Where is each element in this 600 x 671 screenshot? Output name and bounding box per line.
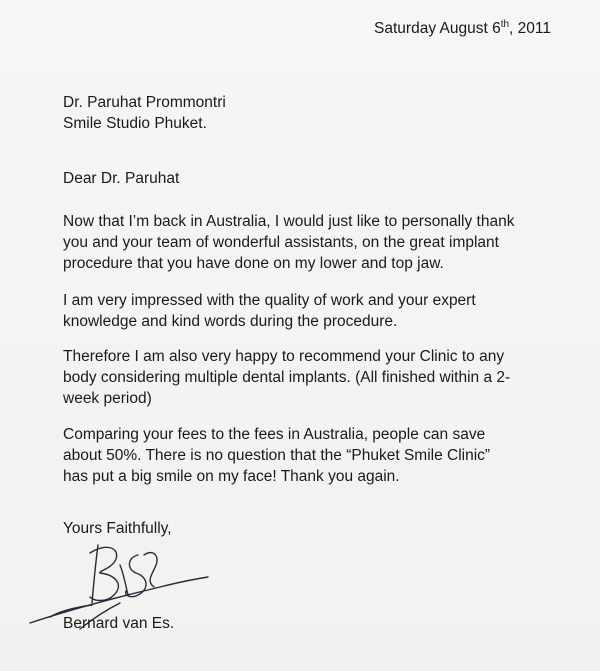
paragraph-4 — [63, 424, 563, 487]
paragraph-line: Comparing your fees to the fees in Australia, people can save — [63, 426, 486, 443]
recipient-name: Dr. Paruhat Prommontri — [63, 94, 226, 111]
recipient-block — [63, 92, 226, 134]
recipient-company: Smile Studio Phuket. — [63, 115, 207, 132]
date-suffix: th — [500, 18, 510, 30]
paragraph-line: about 50%. There is no question that the “Phuket Smile Clinic” — [63, 447, 491, 464]
paragraph-line: week period) — [63, 390, 152, 407]
paragraph-line: Now that I’m back in Australia, I would just like to personally thank — [63, 213, 515, 230]
paragraph-line: Therefore I am also very happy to recommend your Clinic to any — [63, 348, 505, 365]
date-main: Saturday August 6 — [374, 20, 501, 37]
paragraph-line: knowledge and kind words during the procedure. — [63, 313, 398, 330]
paragraph-line: body considering multiple dental implants. (All finished within a 2- — [63, 369, 511, 386]
paragraph-line: has put a big smile on my face! Thank you again. — [63, 468, 400, 485]
paragraph-2 — [63, 290, 563, 332]
paragraph-line: procedure that you have done on my lower and top jaw. — [63, 255, 444, 272]
paragraph-1 — [63, 211, 563, 274]
paragraph-line: I am very impressed with the quality of work and your expert — [63, 292, 476, 309]
salutation: Dear Dr. Paruhat — [63, 170, 180, 187]
date-year: , 2011 — [509, 20, 551, 37]
paragraph-3 — [63, 346, 563, 409]
signer-name: Bernard van Es. — [63, 615, 175, 632]
paragraph-line: you and your team of wonderful assistants, on the great implant — [63, 234, 499, 251]
closing: Yours Faithfully, — [63, 520, 172, 537]
letter-date — [374, 20, 551, 38]
